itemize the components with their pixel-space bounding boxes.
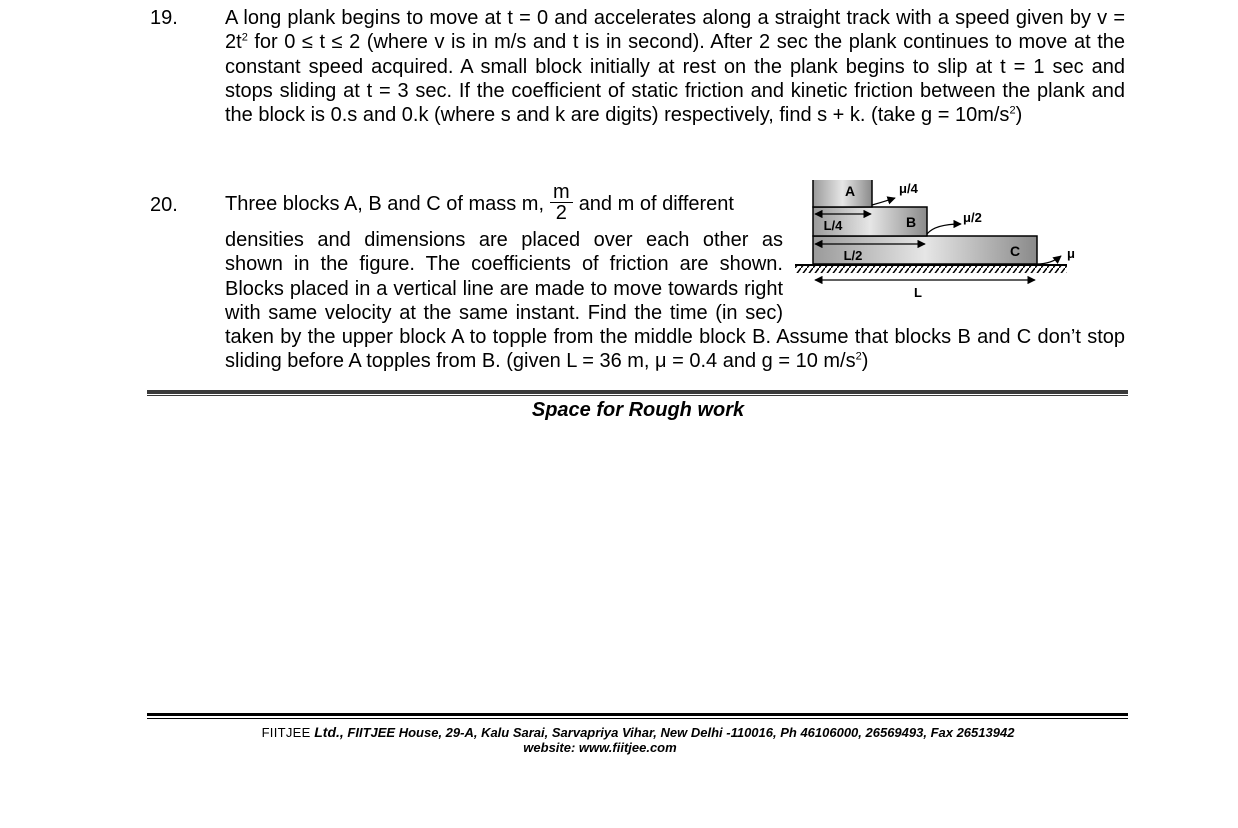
mu-c-label: μ <box>1067 246 1075 261</box>
label-b: B <box>905 214 917 230</box>
footer-divider-thin <box>147 718 1128 719</box>
footer-website: website: www.fiitjee.com <box>523 740 677 755</box>
dim-l2-label: L/2 <box>843 248 863 263</box>
mu-a-pointer <box>872 198 895 205</box>
footer-divider-thick <box>147 713 1128 716</box>
block-a <box>813 180 872 207</box>
blocks-figure <box>795 180 1125 306</box>
dim-l-label: L <box>914 285 922 300</box>
question-text: A B C μ/4 μ/2 μ L/4 L/2 L Three blocks A, B and C of mass m, $\frac{m}{2}$ and m of different densities and dimensions are placed over each other as shown in the figure. The coefficients of friction are shown. Blocks placed in a vertical line are made to move towards right with same velocity at the same instant. Find the time (in sec) taken by the upper block A to topple from the middle block B. Assume that blocks B and C don’t stop sliding before A topples from B. (given L = 36 m, μ = 0.4 and g = 10 $m/s^2$) <box>225 180 1125 374</box>
footer-address: FIITJEE Ltd., FIITJEE House, 29-A, Kalu Sarai, Sarvapriya Vihar, New Delhi -110016, Ph 46106000, 26569493, Fax 26513942 <box>261 724 1015 740</box>
mu-c-pointer <box>1037 256 1061 264</box>
mu-b-pointer <box>927 224 961 234</box>
dim-l4-label: L/4 <box>823 218 843 233</box>
mu-b-label: μ/2 <box>963 210 982 225</box>
rough-work-heading: Space for Rough work <box>531 399 745 421</box>
divider-thin <box>147 395 1128 396</box>
question-number: 19. <box>150 7 178 29</box>
fraction-m-over-2: $\frac{m}{2}$ <box>550 182 573 223</box>
footer-brand: FIITJEE <box>261 725 311 740</box>
divider-thick <box>147 390 1128 394</box>
label-a: A <box>844 183 856 199</box>
label-c: C <box>1009 243 1021 259</box>
question-text: A long plank begins to move at t = 0 and accelerates along a straight track with a speed given by $v = 2t^2$ for 0 ≤ t ≤ 2 (where v is in m/s and t is in second). After 2 sec the plank continues to move at the constant speed acquired. A small block initially at rest on the plank begins to slip at t = 1 sec and stops sliding at t = 3 sec. If the coefficient of static friction and kinetic friction between the plank and the block is 0.s and 0.k (where s and k are digits) respectively, find s + k. (take $g = 10m/s^2$) <box>225 7 1125 127</box>
mu-a-label: μ/4 <box>899 181 918 196</box>
question-number: 20. <box>150 194 178 216</box>
ground-hatch <box>795 266 1067 273</box>
